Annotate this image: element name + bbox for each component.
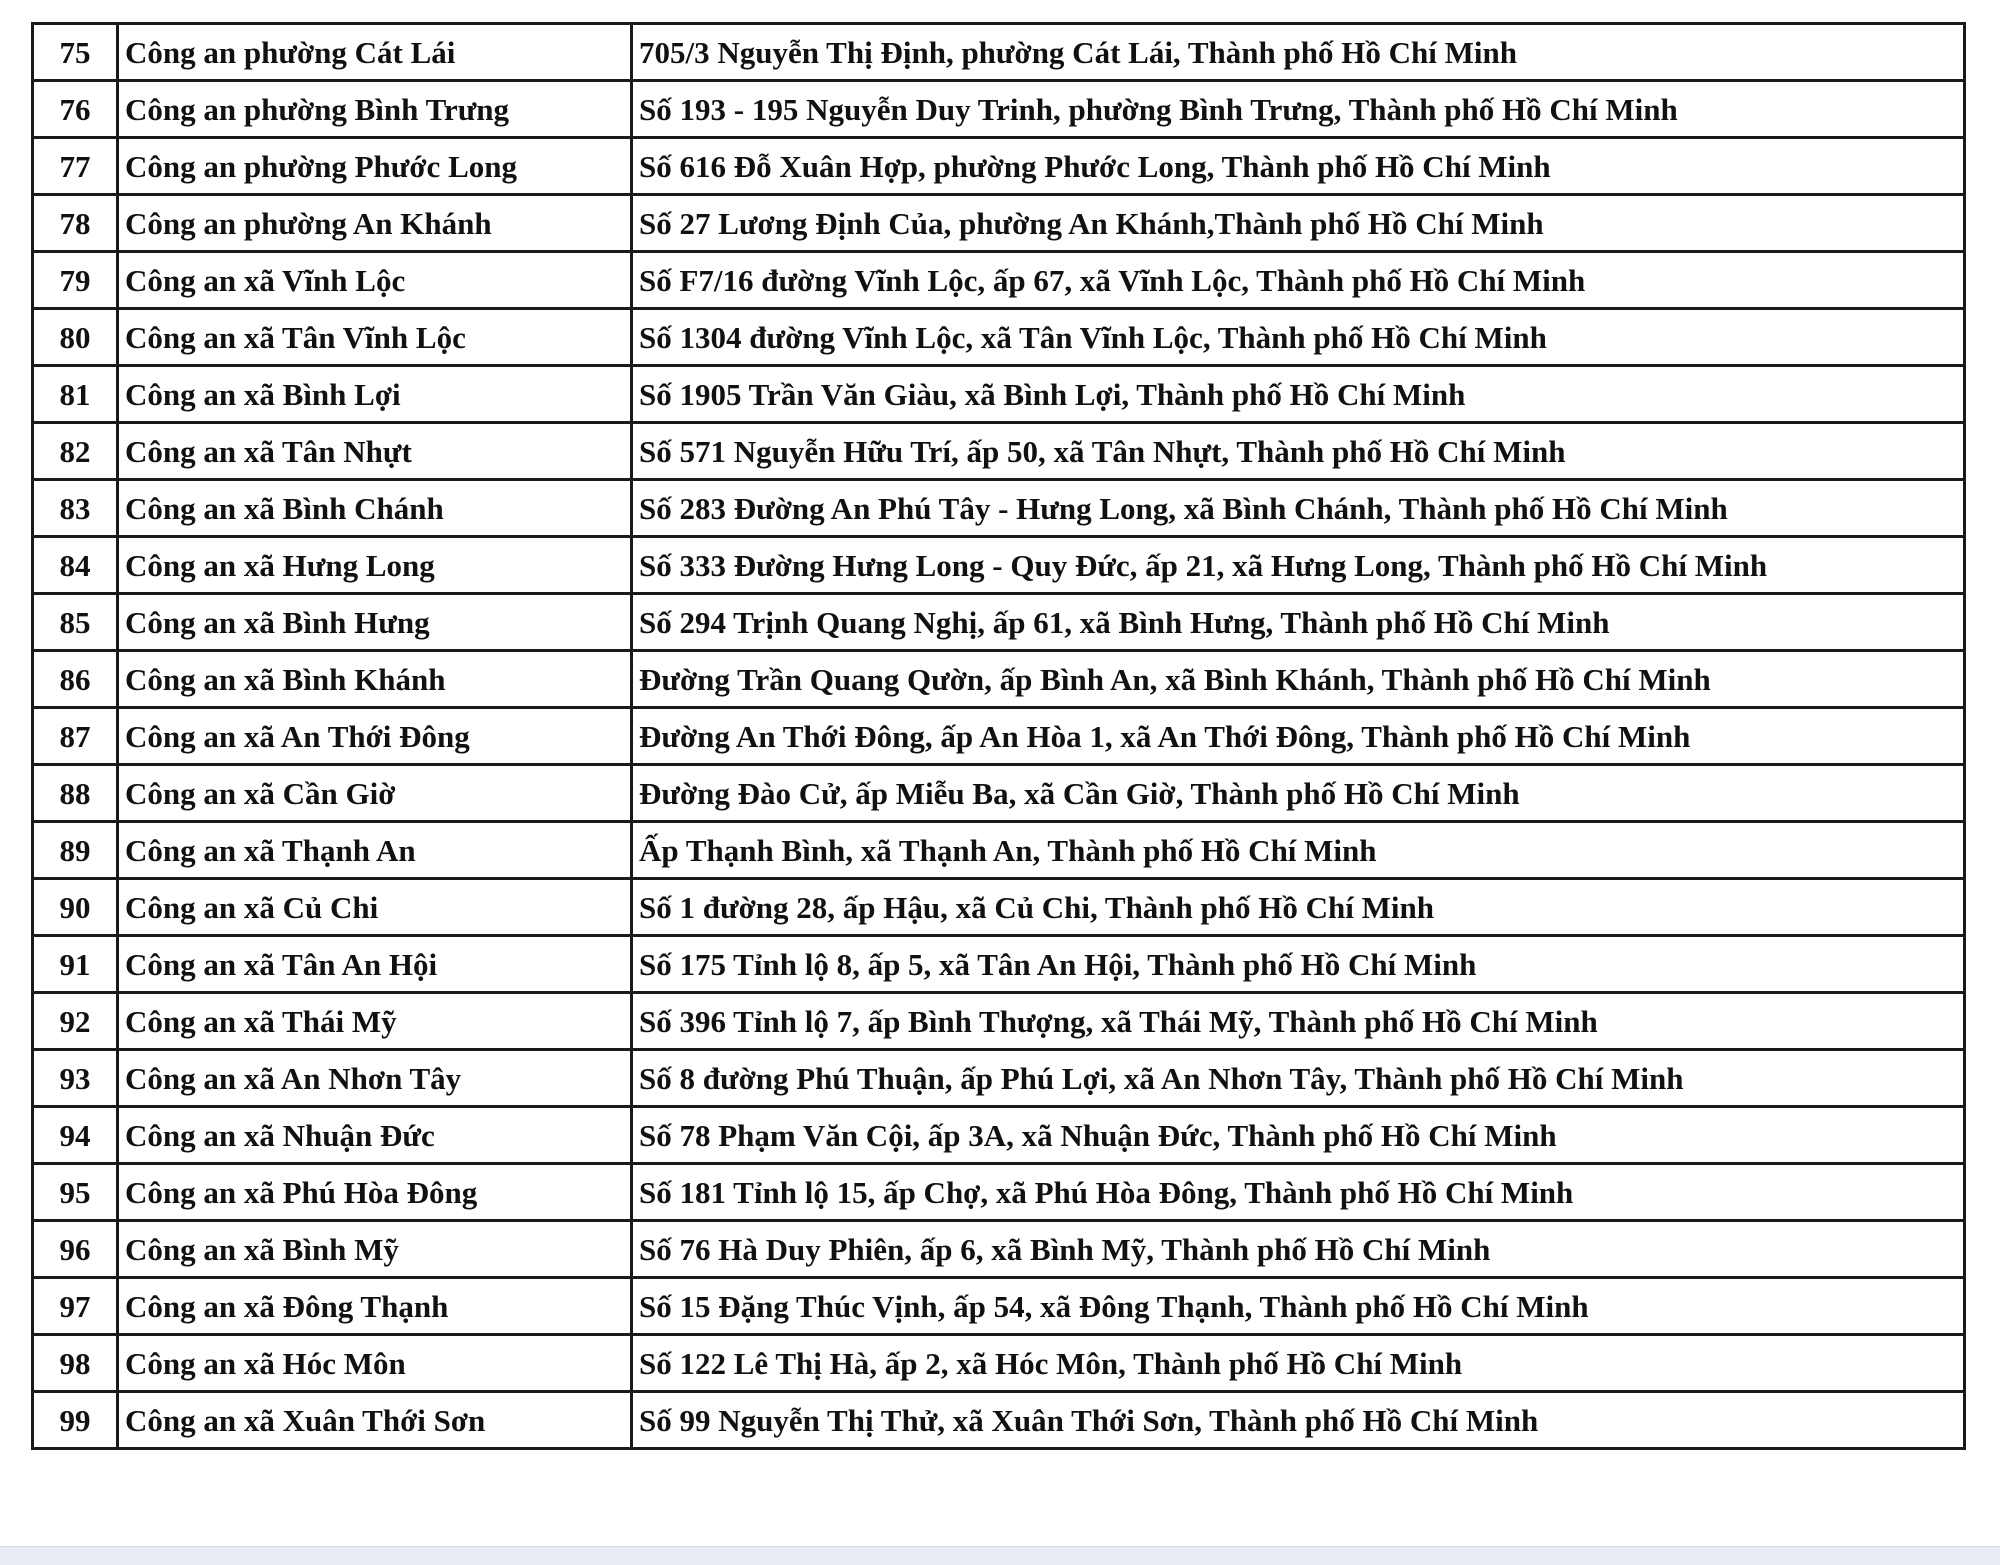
row-number-cell: 85 <box>33 594 118 651</box>
row-number-cell: 93 <box>33 1050 118 1107</box>
table-row <box>33 537 1965 594</box>
station-name-cell: Công an xã Thạnh An <box>118 822 632 879</box>
station-name-cell: Công an xã Phú Hòa Đông <box>118 1164 632 1221</box>
station-address-cell: Số 8 đường Phú Thuận, ấp Phú Lợi, xã An Nhơn Tây, Thành phố Hồ Chí Minh <box>632 1050 1965 1107</box>
station-name-cell: Công an xã Cần Giờ <box>118 765 632 822</box>
row-number-cell: 86 <box>33 651 118 708</box>
station-address-cell: Số 1905 Trần Văn Giàu, xã Bình Lợi, Thành phố Hồ Chí Minh <box>632 366 1965 423</box>
table-row <box>33 879 1965 936</box>
table-row <box>33 423 1965 480</box>
row-number-cell: 77 <box>33 138 118 195</box>
table-row <box>33 1221 1965 1278</box>
station-address-cell: 705/3 Nguyễn Thị Định, phường Cát Lái, Thành phố Hồ Chí Minh <box>632 24 1965 81</box>
row-number-cell: 92 <box>33 993 118 1050</box>
table-row <box>33 195 1965 252</box>
row-number-cell: 84 <box>33 537 118 594</box>
table-row <box>33 1392 1965 1449</box>
station-address-cell: Số 175 Tỉnh lộ 8, ấp 5, xã Tân An Hội, Thành phố Hồ Chí Minh <box>632 936 1965 993</box>
row-number-cell: 87 <box>33 708 118 765</box>
row-number-cell: 82 <box>33 423 118 480</box>
station-name-cell: Công an xã Thái Mỹ <box>118 993 632 1050</box>
station-name-cell: Công an xã Xuân Thới Sơn <box>118 1392 632 1449</box>
station-address-cell: Số 27 Lương Định Của, phường An Khánh,Thành phố Hồ Chí Minh <box>632 195 1965 252</box>
station-address-cell: Đường Trần Quang Qườn, ấp Bình An, xã Bình Khánh, Thành phố Hồ Chí Minh <box>632 651 1965 708</box>
station-name-cell: Công an xã Bình Mỹ <box>118 1221 632 1278</box>
table-row <box>33 993 1965 1050</box>
station-name-cell: Công an xã Nhuận Đức <box>118 1107 632 1164</box>
police-station-table <box>31 22 1966 1450</box>
station-name-cell: Công an xã Tân An Hội <box>118 936 632 993</box>
table-row <box>33 1107 1965 1164</box>
station-name-cell: Công an xã Tân Nhựt <box>118 423 632 480</box>
station-address-cell: Số 181 Tỉnh lộ 15, ấp Chợ, xã Phú Hòa Đông, Thành phố Hồ Chí Minh <box>632 1164 1965 1221</box>
row-number-cell: 88 <box>33 765 118 822</box>
station-address-cell: Đường An Thới Đông, ấp An Hòa 1, xã An Thới Đông, Thành phố Hồ Chí Minh <box>632 708 1965 765</box>
station-address-cell: Số 1304 đường Vĩnh Lộc, xã Tân Vĩnh Lộc, Thành phố Hồ Chí Minh <box>632 309 1965 366</box>
station-name-cell: Công an xã An Thới Đông <box>118 708 632 765</box>
table-row <box>33 138 1965 195</box>
station-name-cell: Công an xã An Nhơn Tây <box>118 1050 632 1107</box>
table-row <box>33 309 1965 366</box>
row-number-cell: 98 <box>33 1335 118 1392</box>
row-number-cell: 81 <box>33 366 118 423</box>
station-address-cell: Số 396 Tỉnh lộ 7, ấp Bình Thượng, xã Thái Mỹ, Thành phố Hồ Chí Minh <box>632 993 1965 1050</box>
row-number-cell: 95 <box>33 1164 118 1221</box>
table-row <box>33 651 1965 708</box>
row-number-cell: 94 <box>33 1107 118 1164</box>
row-number-cell: 79 <box>33 252 118 309</box>
row-number-cell: 78 <box>33 195 118 252</box>
row-number-cell: 91 <box>33 936 118 993</box>
station-name-cell: Công an xã Bình Khánh <box>118 651 632 708</box>
table-row <box>33 1050 1965 1107</box>
table-row <box>33 24 1965 81</box>
row-number-cell: 75 <box>33 24 118 81</box>
table-row <box>33 594 1965 651</box>
table-row <box>33 1335 1965 1392</box>
station-address-cell: Số 78 Phạm Văn Cội, ấp 3A, xã Nhuận Đức, Thành phố Hồ Chí Minh <box>632 1107 1965 1164</box>
station-address-cell: Số 76 Hà Duy Phiên, ấp 6, xã Bình Mỹ, Thành phố Hồ Chí Minh <box>632 1221 1965 1278</box>
station-name-cell: Công an xã Bình Hưng <box>118 594 632 651</box>
station-address-cell: Số 333 Đường Hưng Long - Quy Đức, ấp 21, xã Hưng Long, Thành phố Hồ Chí Minh <box>632 537 1965 594</box>
station-address-cell: Đường Đào Cử, ấp Miễu Ba, xã Cần Giờ, Thành phố Hồ Chí Minh <box>632 765 1965 822</box>
station-name-cell: Công an xã Tân Vĩnh Lộc <box>118 309 632 366</box>
table-row <box>33 1278 1965 1335</box>
station-name-cell: Công an phường Cát Lái <box>118 24 632 81</box>
table-row <box>33 822 1965 879</box>
viewer-bottom-bar <box>0 1546 2000 1565</box>
station-name-cell: Công an xã Hưng Long <box>118 537 632 594</box>
station-address-cell: Ấp Thạnh Bình, xã Thạnh An, Thành phố Hồ Chí Minh <box>632 822 1965 879</box>
row-number-cell: 76 <box>33 81 118 138</box>
station-address-cell: Số 193 - 195 Nguyễn Duy Trinh, phường Bình Trưng, Thành phố Hồ Chí Minh <box>632 81 1965 138</box>
station-name-cell: Công an xã Hóc Môn <box>118 1335 632 1392</box>
station-address-cell: Số 15 Đặng Thúc Vịnh, ấp 54, xã Đông Thạnh, Thành phố Hồ Chí Minh <box>632 1278 1965 1335</box>
station-name-cell: Công an xã Vĩnh Lộc <box>118 252 632 309</box>
station-address-cell: Số 294 Trịnh Quang Nghị, ấp 61, xã Bình Hưng, Thành phố Hồ Chí Minh <box>632 594 1965 651</box>
station-address-cell: Số 283 Đường An Phú Tây - Hưng Long, xã Bình Chánh, Thành phố Hồ Chí Minh <box>632 480 1965 537</box>
row-number-cell: 89 <box>33 822 118 879</box>
station-address-cell: Số F7/16 đường Vĩnh Lộc, ấp 67, xã Vĩnh Lộc, Thành phố Hồ Chí Minh <box>632 252 1965 309</box>
station-address-cell: Số 1 đường 28, ấp Hậu, xã Củ Chi, Thành phố Hồ Chí Minh <box>632 879 1965 936</box>
table-row <box>33 936 1965 993</box>
station-address-cell: Số 122 Lê Thị Hà, ấp 2, xã Hóc Môn, Thành phố Hồ Chí Minh <box>632 1335 1965 1392</box>
row-number-cell: 99 <box>33 1392 118 1449</box>
table-row <box>33 252 1965 309</box>
row-number-cell: 80 <box>33 309 118 366</box>
station-address-cell: Số 616 Đỗ Xuân Hợp, phường Phước Long, Thành phố Hồ Chí Minh <box>632 138 1965 195</box>
table-row <box>33 81 1965 138</box>
table-row <box>33 480 1965 537</box>
station-name-cell: Công an phường Phước Long <box>118 138 632 195</box>
table-row <box>33 765 1965 822</box>
row-number-cell: 97 <box>33 1278 118 1335</box>
station-name-cell: Công an xã Đông Thạnh <box>118 1278 632 1335</box>
station-name-cell: Công an xã Bình Chánh <box>118 480 632 537</box>
row-number-cell: 90 <box>33 879 118 936</box>
station-address-cell: Số 99 Nguyễn Thị Thử, xã Xuân Thới Sơn, Thành phố Hồ Chí Minh <box>632 1392 1965 1449</box>
table-row <box>33 708 1965 765</box>
table-body <box>33 24 1965 1449</box>
table-row <box>33 366 1965 423</box>
station-name-cell: Công an phường Bình Trưng <box>118 81 632 138</box>
station-name-cell: Công an phường An Khánh <box>118 195 632 252</box>
station-name-cell: Công an xã Bình Lợi <box>118 366 632 423</box>
table-row <box>33 1164 1965 1221</box>
row-number-cell: 96 <box>33 1221 118 1278</box>
station-name-cell: Công an xã Củ Chi <box>118 879 632 936</box>
row-number-cell: 83 <box>33 480 118 537</box>
station-address-cell: Số 571 Nguyễn Hữu Trí, ấp 50, xã Tân Nhựt, Thành phố Hồ Chí Minh <box>632 423 1965 480</box>
